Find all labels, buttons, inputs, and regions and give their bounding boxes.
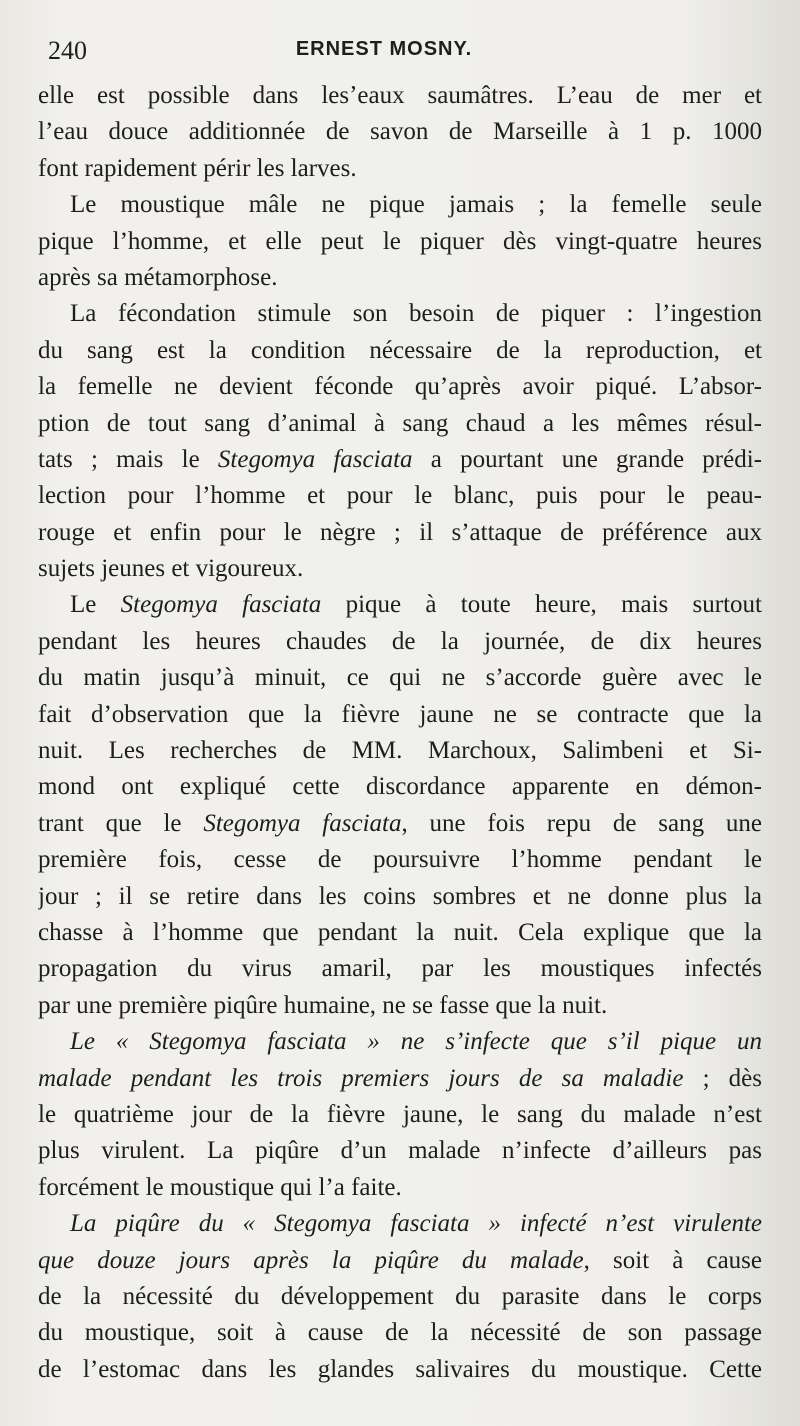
text-span: rouge et enfin pour le nègre ; il s’attaque de préférence aux [38, 518, 762, 546]
page-header [48, 36, 760, 66]
text-span: propagation du virus amaril, par les moustiques infectés [38, 955, 762, 983]
text-line [38, 369, 762, 405]
text-line [38, 551, 762, 587]
text-line [38, 114, 762, 150]
text-line [38, 406, 762, 442]
text-line [38, 1061, 762, 1097]
text-line [38, 1315, 762, 1351]
text-span: du sang est la condition nécessaire de la reproduction, et [38, 336, 762, 364]
text-line [38, 442, 762, 478]
text-span: le quatrième jour de la fièvre jaune, le sang du malade n’est [38, 1100, 762, 1128]
text-span: tats ; mais le [38, 445, 218, 473]
text-line [38, 806, 762, 842]
text-line [38, 187, 762, 223]
text-span: , une fois repu de sang une [401, 809, 762, 837]
text-span: chasse à l’homme que pendant la nuit. Cela explique que la [38, 918, 762, 946]
text-line [38, 260, 762, 296]
text-span: Le [70, 591, 121, 619]
text-span: nuit. Les recherches de MM. Marchoux, Salimbeni et Si- [38, 737, 762, 765]
italic-text: malade pendant les trois premiers jours de sa maladie [38, 1064, 684, 1092]
text-line [38, 1206, 762, 1242]
text-line [38, 478, 762, 514]
italic-text: Stegomya fasciata [217, 445, 413, 473]
text-line [38, 988, 762, 1024]
text-span: fait d’observation que la fièvre jaune ne se contracte que la [38, 700, 762, 728]
text-span: La fécondation stimule son besoin de piquer : l’ingestion [70, 300, 762, 328]
text-span: sujets jeunes et vigoureux. [38, 555, 304, 583]
text-span: Le moustique mâle ne pique jamais ; la femelle seule [70, 191, 762, 219]
text-span: pendant les heures chaudes de la journée, de dix heures [38, 627, 762, 655]
text-span: la femelle ne devient féconde qu’après avoir piqué. L’absor- [38, 373, 762, 401]
text-span: forcément le moustique qui l’a faite. [38, 1173, 402, 1201]
text-line [38, 587, 762, 623]
text-line [38, 879, 762, 915]
text-line [38, 1279, 762, 1315]
page-number: 240 [48, 36, 87, 65]
text-span: trant que le [38, 809, 204, 837]
italic-text: La piqûre du « Stegomya fasciata » infecté n’est virulente [70, 1210, 762, 1238]
text-line [38, 915, 762, 951]
text-span: du moustique, soit à cause de la nécessité de son passage [38, 1319, 762, 1347]
text-line [38, 1024, 762, 1060]
text-line [38, 951, 762, 987]
text-line [38, 151, 762, 187]
text-span: par une première piqûre humaine, ne se fasse que la nuit. [38, 991, 608, 1019]
text-line [38, 296, 762, 332]
text-span: l’eau douce additionnée de savon de Marseille à 1 p. 1000 [38, 118, 762, 146]
text-line [38, 224, 762, 260]
body-text [38, 78, 762, 1388]
text-span: plus virulent. La piqûre d’un malade n’infecte d’ailleurs pas [38, 1137, 762, 1165]
text-line [38, 1133, 762, 1169]
text-span: mond ont expliqué cette discordance apparente en démon- [38, 773, 762, 801]
text-line [38, 78, 762, 114]
text-line [38, 769, 762, 805]
running-head: ERNEST MOSNY. [295, 38, 473, 60]
text-span: première fois, cesse de poursuivre l’homme pendant le [38, 846, 762, 874]
italic-text: Stegomya fasciata [203, 809, 402, 837]
text-span: ption de tout sang d’animal à sang chaud a les mêmes résul- [38, 409, 762, 437]
text-line [38, 1170, 762, 1206]
text-span: elle est possible dans lesʼeaux saumâtres. L’eau de mer et [38, 82, 762, 109]
text-span: a pourtant une grande prédi- [412, 445, 762, 473]
text-span: font rapidement périr les larves. [38, 154, 357, 182]
text-line [38, 1352, 762, 1388]
text-line [38, 660, 762, 696]
text-span: ; dès [683, 1064, 762, 1092]
text-line [38, 333, 762, 369]
text-line [38, 515, 762, 551]
text-span: du matin jusqu’à minuit, ce qui ne s’accorde guère avec le [38, 664, 762, 692]
italic-text: Le « Stegomya fasciata » ne s’infecte que s’il pique un [70, 1028, 762, 1056]
text-line [38, 624, 762, 660]
text-span: après sa métamorphose. [38, 263, 278, 291]
text-span: pique l’homme, et elle peut le piquer dès vingt-quatre heures [38, 227, 762, 255]
text-span: pique à toute heure, mais surtout [321, 591, 762, 619]
text-line [38, 733, 762, 769]
text-line [38, 1097, 762, 1133]
text-span: lection pour l’homme et pour le blanc, puis pour le peau- [38, 482, 762, 510]
text-span: , soit à cause [583, 1246, 762, 1274]
italic-text: Stegomya fasciata [120, 591, 322, 619]
text-span: jour ; il se retire dans les coins sombres et ne donne plus la [38, 882, 762, 910]
text-span: de la nécessité du développement du parasite dans le corps [38, 1282, 762, 1310]
text-line [38, 1243, 762, 1279]
italic-text: que douze jours après la piqûre du malade [38, 1246, 584, 1274]
text-line [38, 697, 762, 733]
text-line [38, 842, 762, 878]
text-span: de l’estomac dans les glandes salivaires du moustique. Cette [38, 1355, 762, 1383]
